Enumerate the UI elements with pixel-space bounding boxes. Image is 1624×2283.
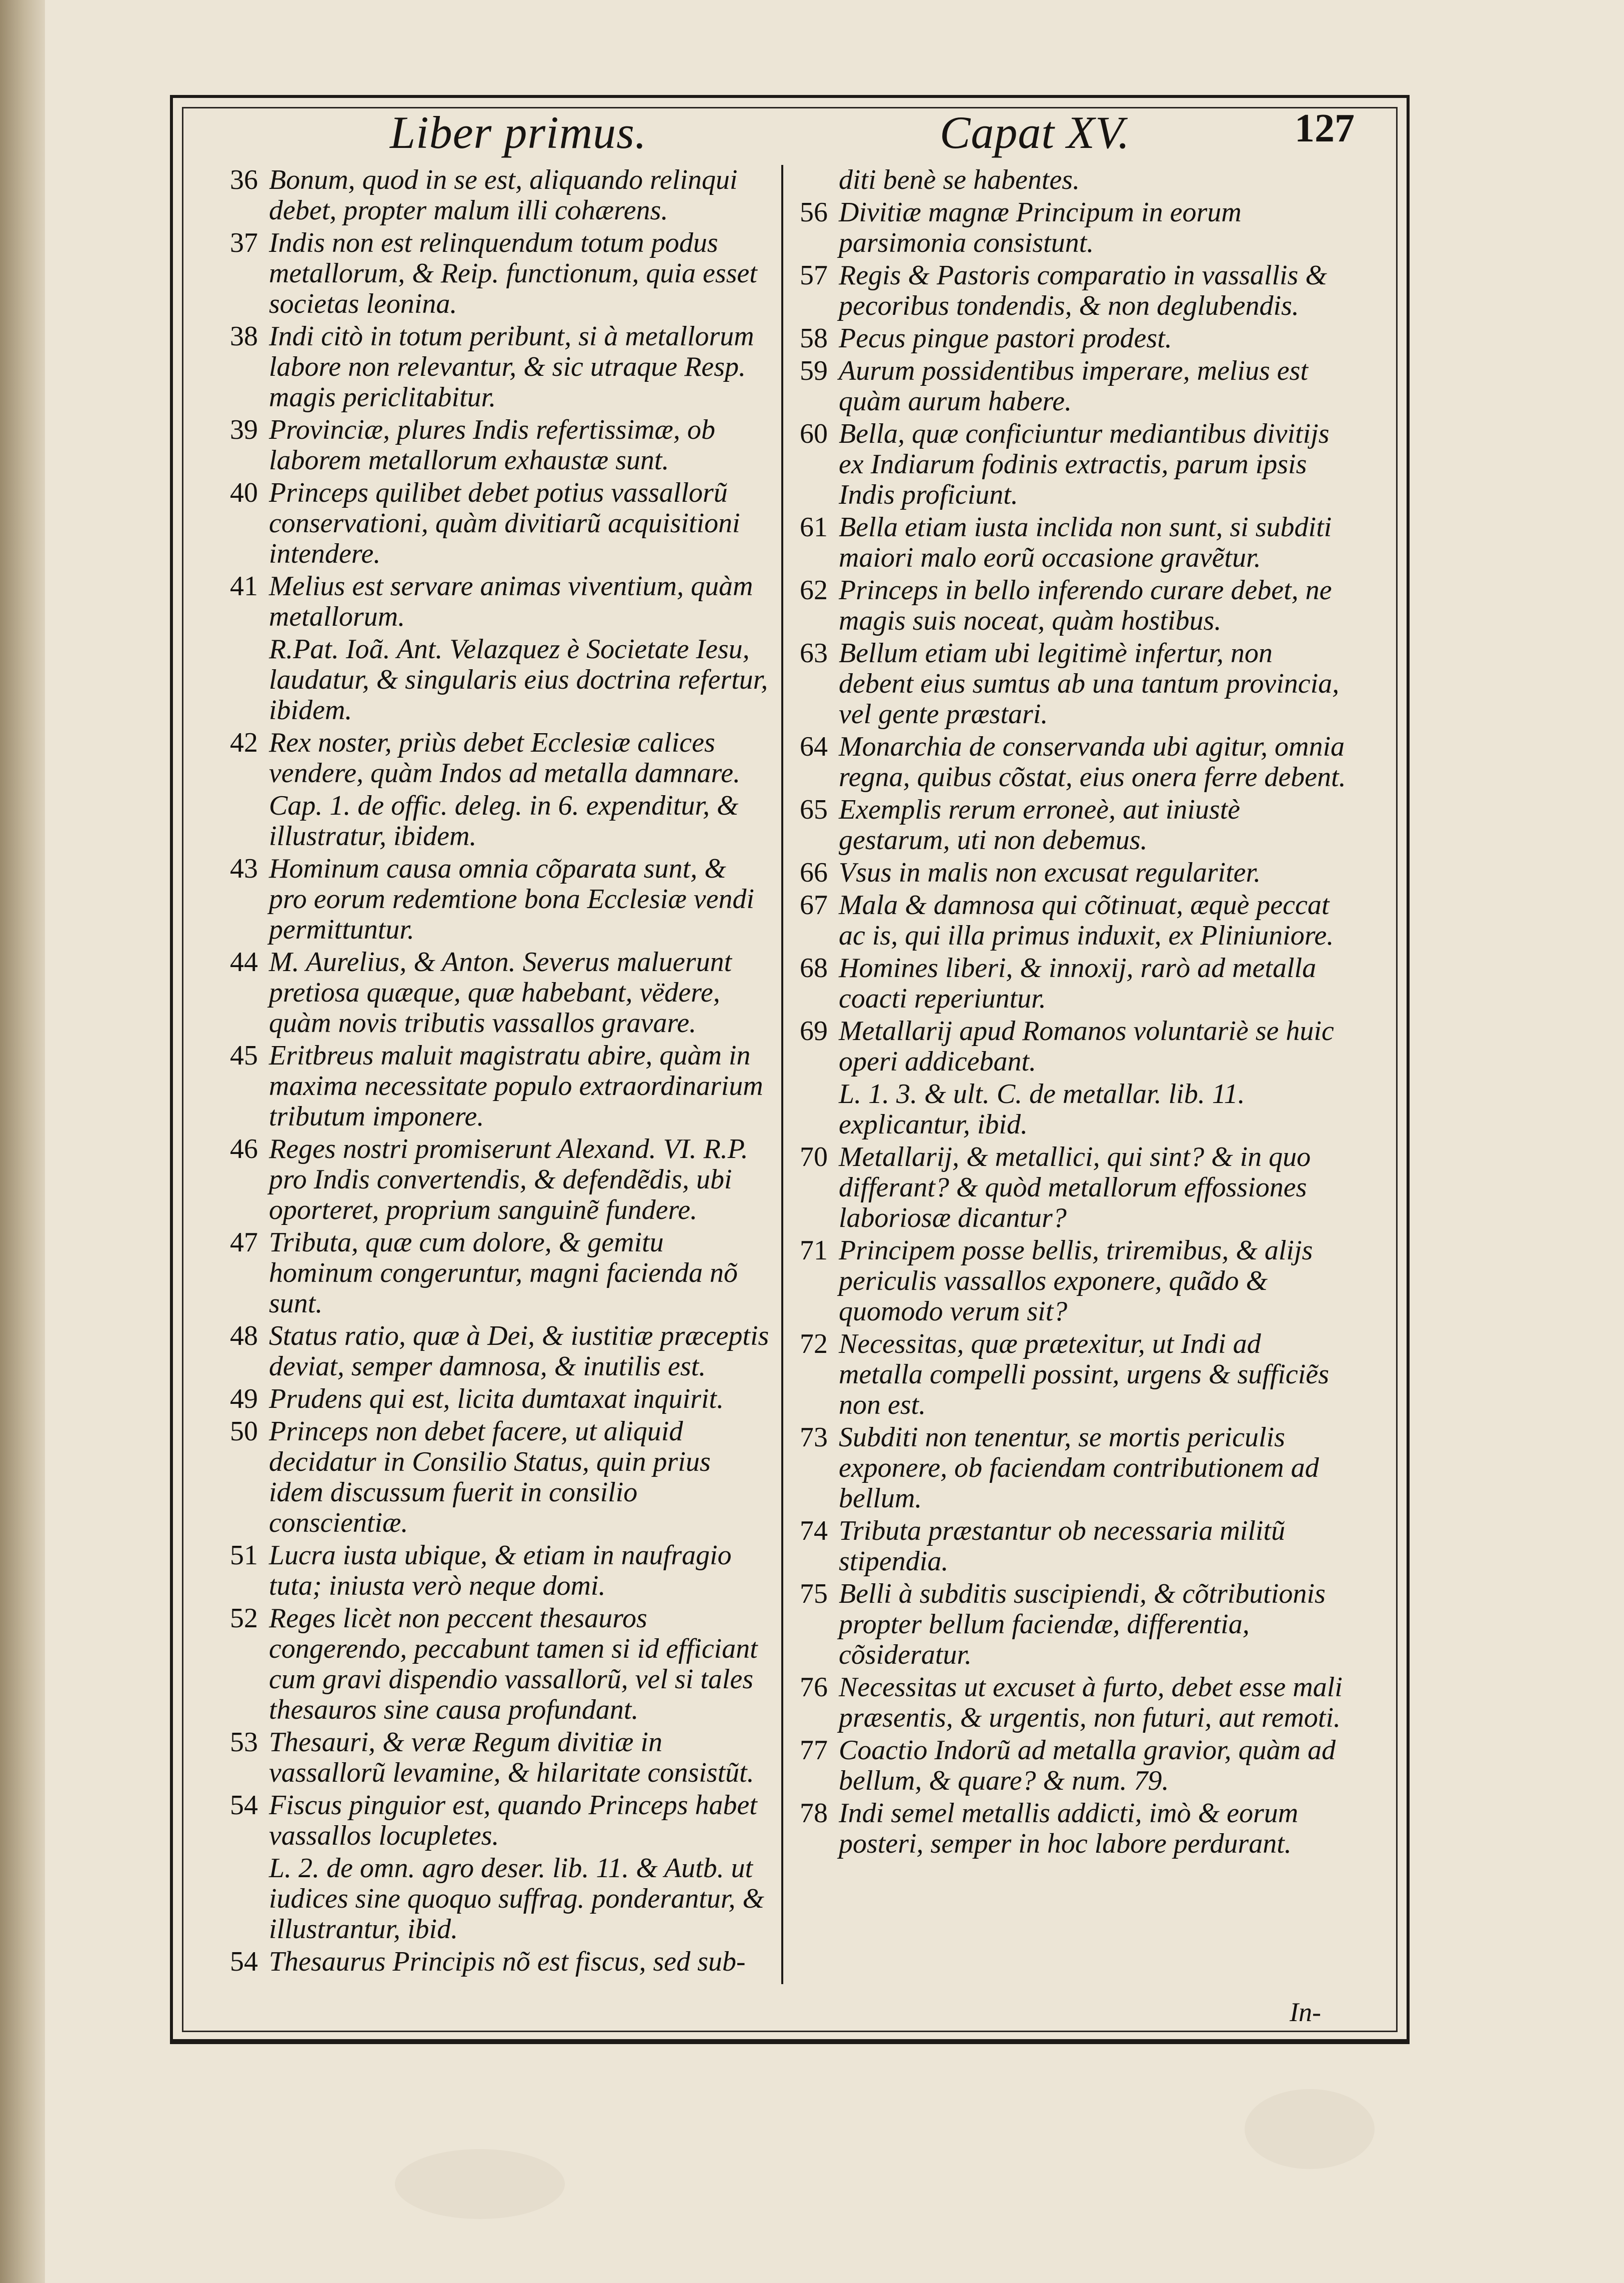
index-entry — [230, 415, 770, 476]
entry-number: 54 — [230, 1946, 258, 1977]
entry-text: Reges nostri promiserunt Alexand. VI. R.P. pro Indis convertendis, & defendẽdis, ubi oporteret, proprium sanguinẽ fundere. — [269, 1134, 748, 1225]
index-entry — [800, 323, 1347, 354]
entry-text: Exemplis rerum erroneè, aut iniustè gestarum, uti non debemus. — [839, 794, 1241, 856]
index-entry — [230, 1416, 770, 1538]
entry-number: 69 — [800, 1016, 828, 1047]
entry-text: Indis non est relinquendum totum podus metallorum, & Reip. functionum, quia esset societas leonina. — [269, 227, 757, 319]
page-number: 127 — [1295, 106, 1355, 150]
entry-text: L. 1. 3. & ult. C. de metallar. lib. 11. explicantur, ibid. — [839, 1079, 1245, 1140]
entry-text: Vsus in malis non excusat regulariter. — [839, 857, 1261, 888]
entry-text: R.Pat. Ioã. Ant. Velazquez è Societate Iesu, laudatur, & singularis eius doctrina refertur, ibidem. — [269, 634, 768, 726]
entry-number: 76 — [800, 1672, 828, 1703]
index-entry — [230, 1540, 770, 1601]
index-entry — [800, 197, 1347, 258]
entry-number: 56 — [800, 197, 828, 228]
index-column-right — [800, 165, 1347, 1984]
index-note — [230, 1853, 770, 1945]
entry-number: 68 — [800, 953, 828, 984]
running-head-book: Liber primus. — [390, 107, 647, 158]
entry-text: Thesauri, & veræ Regum divitiæ in vassallorũ levamine, & hilaritate consistũt. — [269, 1727, 754, 1788]
index-entry — [230, 1384, 770, 1414]
entry-text: Regis & Pastoris comparatio in vassallis & pecoribus tondendis, & non deglubendis. — [839, 260, 1327, 321]
entry-text: Princeps in bello inferendo curare debet, ne magis suis noceat, quàm hostibus. — [839, 575, 1332, 636]
index-entry — [230, 854, 770, 945]
entry-text: Princeps non debet facere, ut aliquid decidatur in Consilio Status, quin prius idem discussum fuerit in consilio conscientiæ. — [269, 1416, 711, 1538]
index-note — [800, 1079, 1347, 1140]
entry-text: Bonum, quod in se est, aliquando relinqui debet, propter malum illi cohærens. — [269, 165, 738, 226]
index-entry — [230, 1227, 770, 1319]
entry-number: 36 — [230, 165, 258, 195]
index-entry — [230, 1947, 770, 1977]
entry-text: Necessitas ut excuset à furto, debet esse mali præsentis, & urgentis, non futuri, aut remoti. — [839, 1672, 1343, 1733]
index-entry — [800, 638, 1347, 730]
entry-text: Melius est servare animas viventium, quàm metallorum. — [269, 571, 753, 632]
entry-text: Aurum possidentibus imperare, melius est quàm aurum habere. — [839, 355, 1308, 417]
index-entry — [800, 356, 1347, 417]
entry-number: 41 — [230, 571, 258, 602]
index-entry — [800, 953, 1347, 1014]
entry-text: Tributa præstantur ob necessaria militũ stipendia. — [839, 1515, 1285, 1577]
index-note — [230, 791, 770, 852]
entry-number: 39 — [230, 414, 258, 445]
entry-number: 44 — [230, 947, 258, 978]
entry-number: 43 — [230, 853, 258, 884]
paper-stain — [1245, 2089, 1375, 2169]
entry-number: 59 — [800, 355, 828, 386]
entry-number: 53 — [230, 1727, 258, 1758]
entry-number: 45 — [230, 1040, 258, 1071]
index-entry — [230, 321, 770, 413]
entry-text: Belli à subditis suscipiendi, & cõtributionis propter bellum faciendæ, differentia, cõsideratur. — [839, 1578, 1326, 1670]
index-entry — [800, 419, 1347, 510]
entry-text: Reges licèt non peccent thesauros congerendo, peccabunt tamen si id efficiant cum gravi dispendio vassallorũ, vel si tales thesauros sine causa profundant. — [269, 1603, 758, 1725]
index-entry — [230, 1134, 770, 1225]
entry-number: 61 — [800, 512, 828, 543]
entry-number: 70 — [800, 1142, 828, 1172]
entry-text: Divitiæ magnæ Principum in eorum parsimonia consistunt. — [839, 197, 1242, 258]
entry-text: L. 2. de omn. agro deser. lib. 11. & Autb. ut iudices sine quoquo suffrag. ponderantur, & illustrantur, ibid. — [269, 1853, 764, 1945]
entry-number: 38 — [230, 321, 258, 352]
entry-text: Homines liberi, & innoxij, rarò ad metalla coacti reperiuntur. — [839, 953, 1317, 1014]
entry-number: 67 — [800, 890, 828, 921]
entry-number: 71 — [800, 1235, 828, 1266]
index-note — [800, 165, 1347, 195]
paper-stain — [395, 2149, 565, 2219]
entry-text: M. Aurelius, & Anton. Severus maluerunt pretiosa quæque, quæ habebant, vëdere, quàm novis tributis vassallos gravare. — [269, 947, 732, 1039]
index-entry — [230, 947, 770, 1039]
entry-number: 57 — [800, 260, 828, 291]
index-entry — [800, 732, 1347, 793]
index-entry — [800, 1016, 1347, 1077]
index-entry — [800, 1142, 1347, 1233]
entry-text: Monarchia de conservanda ubi agitur, omnia regna, quibus cõstat, eius onera ferre debent. — [839, 731, 1346, 793]
entry-text: Lucra iusta ubique, & etiam in naufragio tuta; iniusta verò neque domi. — [269, 1540, 732, 1601]
index-entry — [800, 1516, 1347, 1577]
entry-text: Fiscus pinguior est, quando Princeps habet vassallos locupletes. — [269, 1790, 757, 1851]
entry-number: 63 — [800, 638, 828, 669]
entry-text: Prudens qui est, licita dumtaxat inquirit. — [269, 1383, 724, 1414]
index-entry — [800, 1235, 1347, 1327]
index-entry — [800, 1798, 1347, 1859]
entry-text: Eritbreus maluit magistratu abire, quàm in maxima necessitate populo extraordinarium tributum imponere. — [269, 1040, 763, 1132]
entry-number: 66 — [800, 857, 828, 888]
entry-text: Bella etiam iusta inclida non sunt, si subditi maiori malo eorũ occasione gravẽtur. — [839, 512, 1332, 573]
index-entry — [230, 1321, 770, 1382]
entry-text: Principem posse bellis, triremibus, & alijs periculis vassallos exponere, quãdo & quomodo verum sit? — [839, 1235, 1313, 1327]
book-spine — [0, 0, 45, 2283]
index-entry — [230, 1727, 770, 1788]
entry-number: 40 — [230, 477, 258, 508]
entry-number: 60 — [800, 418, 828, 449]
column-divider — [781, 165, 783, 1984]
entry-text: Status ratio, quæ à Dei, & iustitiæ præceptis deviat, semper damnosa, & inutilis est. — [269, 1320, 769, 1382]
entry-text: Coactio Indorũ ad metalla gravior, quàm ad bellum, & quare? & num. 79. — [839, 1735, 1336, 1796]
bottom-rule — [170, 2039, 1410, 2042]
index-entry — [800, 1579, 1347, 1670]
entry-text: Subditi non tenentur, se mortis periculis exponere, ob faciendam contributionem ad bellum. — [839, 1422, 1319, 1514]
entry-number: 58 — [800, 323, 828, 354]
entry-text: Metallarij, & metallici, qui sint? & in quo differant? & quòd metallorum effossiones laboriosæ dicantur? — [839, 1142, 1311, 1233]
entry-text: Hominum causa omnia cõparata sunt, & pro eorum redemtione bona Ecclesiæ vendi permittuntur. — [269, 853, 754, 945]
index-entry — [230, 478, 770, 569]
index-entry — [800, 1735, 1347, 1796]
entry-text: Provinciæ, plures Indis refertissimæ, ob laborem metallorum exhaustæ sunt. — [269, 414, 715, 476]
entry-text: Tributa, quæ cum dolore, & gemitu hominum congeruntur, magni facienda nõ sunt. — [269, 1227, 738, 1319]
index-entry — [230, 1790, 770, 1851]
entry-text: Necessitas, quæ prætexitur, ut Indi ad metalla compelli possint, urgens & sufficiẽs non est. — [839, 1328, 1329, 1420]
index-entry — [800, 890, 1347, 951]
entry-number: 51 — [230, 1540, 258, 1571]
entry-number: 75 — [800, 1578, 828, 1609]
index-column-left — [230, 165, 770, 1984]
entry-number: 65 — [800, 794, 828, 825]
entry-number: 74 — [800, 1515, 828, 1546]
entry-text: Indi citò in totum peribunt, si à metallorum labore non relevantur, & sic utraque Resp. magis periclitabitur. — [269, 321, 754, 413]
index-entry — [800, 1329, 1347, 1420]
entry-number: 42 — [230, 727, 258, 758]
entry-text: diti benè se habentes. — [839, 165, 1080, 195]
index-entry — [230, 571, 770, 632]
entry-text: Bella, quæ conficiuntur mediantibus divitijs ex Indiarum fodinis extractis, parum ipsis Indis proficiunt. — [839, 418, 1330, 510]
entry-text: Cap. 1. de offic. deleg. in 6. expenditur, & illustratur, ibidem. — [269, 790, 739, 852]
index-entry — [800, 795, 1347, 856]
entry-number: 50 — [230, 1416, 258, 1447]
entry-number: 54 — [230, 1790, 258, 1821]
entry-number: 48 — [230, 1320, 258, 1351]
index-entry — [800, 260, 1347, 321]
entry-text: Metallarij apud Romanos voluntariè se huic operi addicebant. — [839, 1016, 1334, 1077]
entry-text: Indi semel metallis addicti, imò & eorum posteri, semper in hoc labore perdurant. — [839, 1798, 1299, 1859]
entry-number: 62 — [800, 575, 828, 606]
entry-number: 47 — [230, 1227, 258, 1258]
index-entry — [800, 575, 1347, 636]
index-entry — [230, 165, 770, 226]
running-head-chapter: Capat XV. — [940, 107, 1130, 158]
index-entry — [230, 728, 770, 789]
entry-number: 49 — [230, 1383, 258, 1414]
entry-text: Princeps quilibet debet potius vassallorũ conservationi, quàm divitiarũ acquisitioni intendere. — [269, 477, 740, 569]
entry-number: 52 — [230, 1603, 258, 1634]
entry-text: Thesaurus Principis nõ est fiscus, sed sub- — [269, 1946, 746, 1977]
catchword: In- — [1290, 1997, 1321, 2027]
index-entry — [230, 228, 770, 319]
entry-text: Mala & damnosa qui cõtinuat, æquè peccat ac is, qui illa primus induxit, ex Pliniuniore. — [839, 890, 1334, 951]
entry-number: 37 — [230, 227, 258, 258]
entry-number: 46 — [230, 1134, 258, 1164]
entry-number: 73 — [800, 1422, 828, 1453]
index-entry — [800, 1672, 1347, 1733]
entry-number: 72 — [800, 1328, 828, 1359]
index-note — [230, 634, 770, 726]
index-entry — [230, 1041, 770, 1132]
index-entry — [800, 512, 1347, 573]
entry-text: Bellum etiam ubi legitimè infertur, non debent eius sumtus ab una tantum provincia, vel gente præstari. — [839, 638, 1340, 730]
entry-text: Pecus pingue pastori prodest. — [839, 323, 1172, 354]
index-entry — [800, 1422, 1347, 1514]
index-entry — [230, 1603, 770, 1725]
entry-text: Rex noster, priùs debet Ecclesiæ calices vendere, quàm Indos ad metalla damnare. — [269, 727, 741, 789]
running-header — [215, 100, 1365, 165]
entry-number: 64 — [800, 731, 828, 762]
index-entry — [800, 858, 1347, 888]
entry-number: 77 — [800, 1735, 828, 1766]
entry-number: 78 — [800, 1798, 828, 1829]
